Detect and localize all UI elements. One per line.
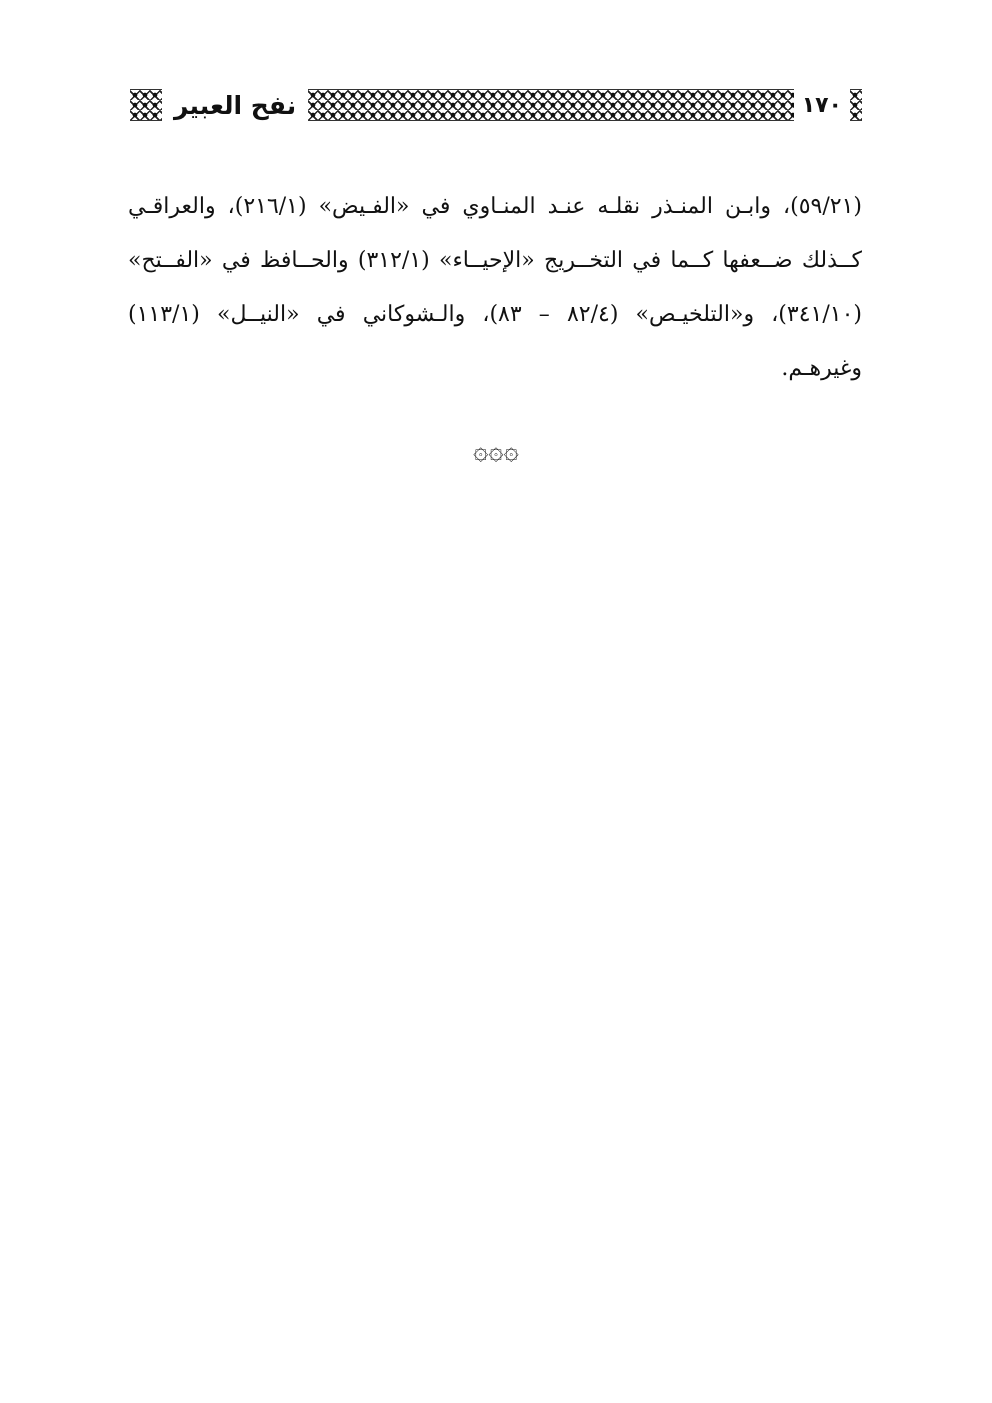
- header-ornament-band: [308, 89, 794, 121]
- text-line-4: وغيرهـم.: [781, 356, 862, 381]
- text-line-2: كــذلك ضــعفها كــما في التخــريج «الإحيــاء» (٣١٢/١) والحــافظ في «الفــتح»: [128, 248, 862, 273]
- header-ornament-left: [130, 89, 162, 121]
- book-title: نفح العبير: [174, 90, 297, 120]
- page-number: ١٧٠: [801, 92, 842, 118]
- section-divider-ornament: ۞۞۞: [473, 436, 519, 466]
- page-header: [130, 86, 862, 124]
- text-line-1: (٥٩/٢١)، وابـن المنـذر نقلـه عنـد المنـاوي في «الفـيض» (٢١٦/١)، والعراقـي: [128, 194, 862, 219]
- header-ornament-right: [850, 89, 862, 121]
- text-line-3: (٣٤١/١٠)، و«التلخيـص» (٨٢/٤ – ٨٣)، والـشوكاني في «النيــل» (١١٣/١): [128, 302, 862, 327]
- body-text: [128, 180, 862, 396]
